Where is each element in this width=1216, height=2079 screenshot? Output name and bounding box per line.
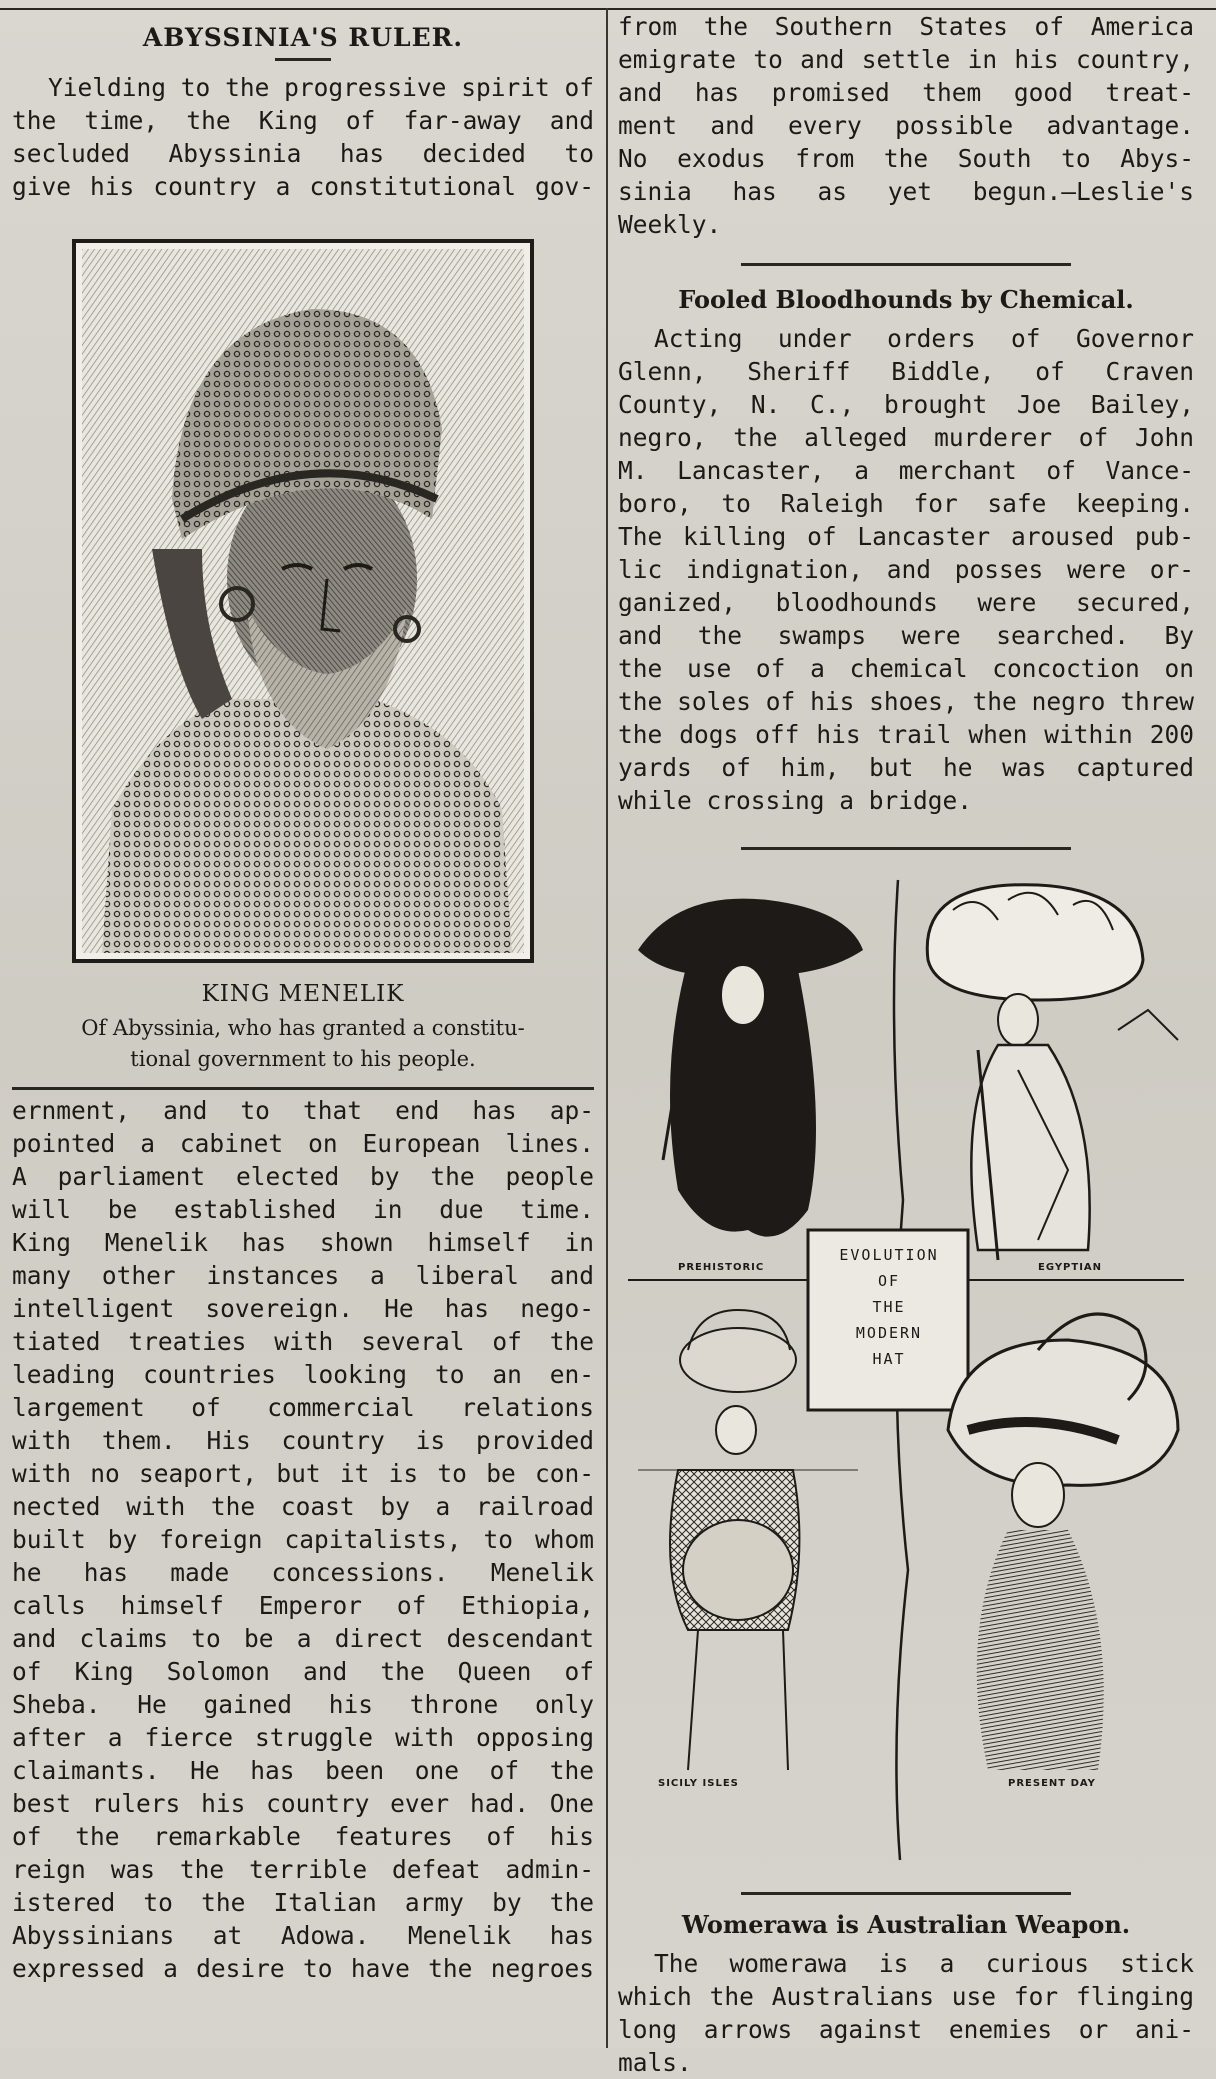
body-line: King Menelik has shown himself in [12,1228,594,1257]
label-sicily: SICILY ISLES [658,1778,739,1789]
sign-line: OF [877,1272,901,1290]
body-line: ernment, and to that end has ap- [12,1096,594,1125]
womerawa-line: mals. [618,2048,692,2077]
continuation-line: from the Southern States of America [618,12,1194,41]
cartoon-sign [814,1242,964,1372]
bloodhounds-line: the soles of his shoes, the negro threw [618,687,1194,716]
article-headline-abyssinia: ABYSSINIA'S RULER. [142,23,464,52]
column-rule [606,8,608,2048]
bloodhounds-line: while crossing a bridge. [618,786,973,815]
bloodhounds-line: Acting under orders of Governor [654,324,1194,353]
bloodhounds-line: the use of a chemical concoction on [618,654,1194,683]
body-line: istered to the Italian army by the [12,1888,594,1917]
body-paragraph [12,1094,594,1985]
continuation-line: No exodus from the South to Abys- [618,144,1194,173]
body-line: nected with the coast by a railroad [12,1492,594,1521]
continuation-paragraph [618,10,1194,241]
body-line: Abyssinians at Adowa. Menelik has [12,1921,594,1950]
portrait-illustration [82,249,524,953]
hat-evolution-cartoon [618,870,1194,1870]
body-line: will be established in due time. [12,1195,594,1224]
bloodhounds-line: The killing of Lancaster aroused pub- [618,522,1194,551]
body-line: tiated treaties with several of the [12,1327,594,1356]
body-line: claimants. He has been one of the [12,1756,594,1785]
womerawa-paragraph [618,1947,1194,2079]
bloodhounds-line: boro, to Raleigh for safe keeping. [618,489,1194,518]
body-line: Sheba. He gained his throne only [12,1690,594,1719]
bloodhounds-line: yards of him, but he was captured [618,753,1194,782]
portrait-caption-name: KING MENELIK [201,981,405,1007]
womerawa-line: The womerawa is a curious stick [654,1949,1194,1978]
intro-line: Yielding to the progressive spirit of [48,73,594,102]
bloodhounds-line: lic indignation, and posses were or- [618,555,1194,584]
bloodhounds-line: and the swamps were searched. By [618,621,1194,650]
intro-line: secluded Abyssinia has decided to [12,139,594,168]
body-line: many other instances a liberal and [12,1261,594,1290]
body-line: A parliament elected by the people [12,1162,594,1191]
portrait-caption-line: Of Abyssinia, who has granted a constitu- [81,1016,525,1040]
continuation-line: emigrate to and settle in his country, [618,45,1194,74]
continuation-line: Weekly. [618,210,722,239]
sign-line: THE [872,1298,906,1316]
body-line: calls himself Emperor of Ethiopia, [12,1591,594,1620]
body-line: best rulers his country ever had. One [12,1789,594,1818]
right-column [618,0,1194,2079]
body-line: leading countries looking to an en- [12,1360,594,1389]
label-present-day: PRESENT DAY [1008,1778,1096,1789]
intro-paragraph [12,71,594,203]
body-line: reign was the terrible defeat admin- [12,1855,594,1884]
continuation-line: and has promised them good treat- [618,78,1194,107]
body-line: of the remarkable features of his [12,1822,594,1851]
label-prehistoric: PREHISTORIC [678,1262,765,1273]
label-egyptian: EGYPTIAN [1038,1262,1103,1273]
body-line: intelligent sovereign. He has nego- [12,1294,594,1323]
continuation-line: ment and every possible advantage. [618,111,1194,140]
body-line: expressed a desire to have the negroes [12,1954,594,1983]
bloodhounds-line: M. Lancaster, a merchant of Vance- [618,456,1194,485]
portrait-caption-line: tional government to his people. [130,1047,476,1071]
portrait-engraving [72,239,534,963]
continuation-line: sinia has as yet begun.—Leslie's [618,177,1194,206]
body-line: he has made concessions. Menelik [12,1558,594,1587]
sign-line: MODERN [855,1324,923,1342]
body-line: after a fierce struggle with opposing [12,1723,594,1752]
body-line: and claims to be a direct descendant [12,1624,594,1653]
intro-line: the time, the King of far-away and [12,106,594,135]
article-headline-bloodhounds: Fooled Bloodhounds by Chemical. [678,285,1134,314]
bloodhounds-paragraph [618,322,1194,817]
bloodhounds-line: ganized, bloodhounds were secured, [618,588,1194,617]
body-line: with them. His country is provided [12,1426,594,1455]
body-line: pointed a cabinet on European lines. [12,1129,594,1158]
sign-line: HAT [872,1350,906,1368]
womerawa-line: long arrows against enemies or ani- [618,2015,1194,2044]
bloodhounds-line: Glenn, Sheriff Biddle, of Craven [618,357,1194,386]
bloodhounds-line: the dogs off his trail when within 200 [618,720,1194,749]
bloodhounds-line: negro, the alleged murderer of John [618,423,1194,452]
womerawa-line: which the Australians use for flinging [618,1982,1194,2011]
intro-line: give his country a constitutional gov- [12,172,594,201]
article-headline-womerawa: Womerawa is Australian Weapon. [681,1910,1131,1939]
headline-rule [275,58,331,61]
body-line: built by foreign capitalists, to whom [12,1525,594,1554]
body-line: with no seaport, but it is to be con- [12,1459,594,1488]
body-line: largement of commercial relations [12,1393,594,1422]
left-column [12,0,594,1985]
bloodhounds-line: County, N. C., brought Joe Bailey, [618,390,1194,419]
body-line: of King Solomon and the Queen of [12,1657,594,1686]
sign-line: EVOLUTION [839,1246,939,1264]
